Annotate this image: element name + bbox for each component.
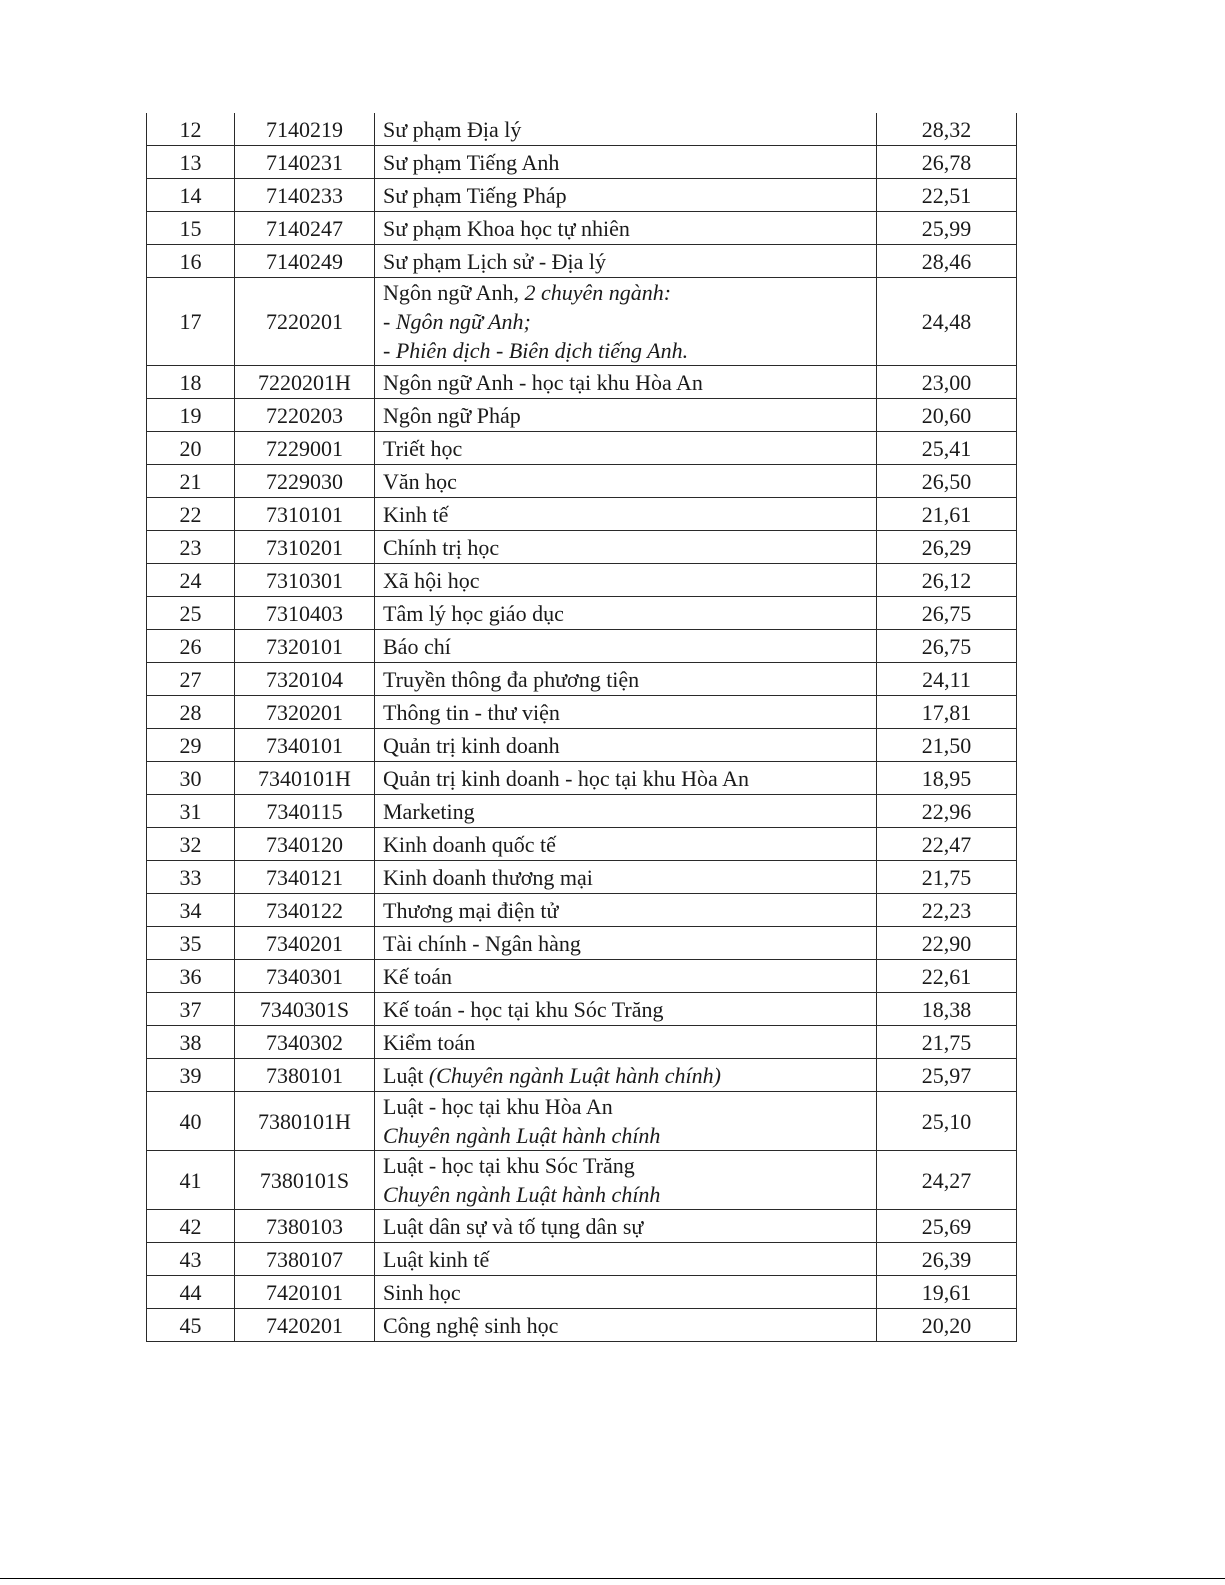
major-name	[375, 993, 877, 1026]
table-row	[147, 696, 1017, 729]
cutoff-score: 26,12	[877, 564, 1017, 597]
major-name-text: Kinh tế	[383, 501, 449, 527]
major-name	[375, 531, 877, 564]
major-name-text: Văn học	[383, 468, 457, 494]
cutoff-score: 25,69	[877, 1210, 1017, 1243]
major-name	[375, 1059, 877, 1092]
major-name-text: Báo chí	[383, 633, 451, 659]
table-row	[147, 597, 1017, 630]
major-name-text: Sư phạm Tiếng Anh	[383, 149, 560, 175]
row-number: 29	[147, 729, 235, 762]
major-name-text: Kinh doanh quốc tế	[383, 831, 556, 857]
row-number: 12	[147, 113, 235, 146]
major-name	[375, 828, 877, 861]
cutoff-score: 22,90	[877, 927, 1017, 960]
major-code: 7320101	[235, 630, 375, 663]
cutoff-score: 18,95	[877, 762, 1017, 795]
row-number: 31	[147, 795, 235, 828]
major-code: 7420101	[235, 1276, 375, 1309]
major-code: 7380103	[235, 1210, 375, 1243]
major-name	[375, 663, 877, 696]
cutoff-score: 21,61	[877, 498, 1017, 531]
major-code: 7380101S	[235, 1151, 375, 1210]
major-name	[375, 630, 877, 663]
table-row	[147, 993, 1017, 1026]
major-code: 7220201	[235, 278, 375, 366]
major-code: 7140219	[235, 113, 375, 146]
major-name-text: Kinh doanh thương mại	[383, 864, 593, 890]
major-name	[375, 861, 877, 894]
row-number: 30	[147, 762, 235, 795]
row-number: 27	[147, 663, 235, 696]
major-specialization: Chuyên ngành Luật hành chính	[383, 1123, 661, 1148]
major-name	[375, 696, 877, 729]
row-number: 19	[147, 399, 235, 432]
table-row	[147, 1309, 1017, 1342]
major-name-text: Ngôn ngữ Anh,	[383, 280, 519, 305]
major-name	[375, 960, 877, 993]
cutoff-score: 18,38	[877, 993, 1017, 1026]
major-name-text: Luật kinh tế	[383, 1246, 490, 1272]
row-number: 33	[147, 861, 235, 894]
table-row	[147, 861, 1017, 894]
major-name	[375, 113, 877, 146]
major-name-note: (Chuyên ngành Luật hành chính)	[423, 1062, 721, 1088]
major-code: 7340301	[235, 960, 375, 993]
row-number: 17	[147, 278, 235, 366]
cutoff-score: 22,23	[877, 894, 1017, 927]
major-name-note: 2 chuyên ngành:	[519, 280, 672, 305]
major-name-text: Kế toán	[383, 963, 453, 989]
major-name-text: Triết học	[383, 435, 463, 461]
major-code: 7340302	[235, 1026, 375, 1059]
major-name-text: Kế toán - học tại khu Sóc Trăng	[383, 996, 664, 1022]
major-name	[375, 1210, 877, 1243]
cutoff-score: 26,29	[877, 531, 1017, 564]
cutoff-score: 28,46	[877, 245, 1017, 278]
row-number: 36	[147, 960, 235, 993]
cutoff-score: 26,50	[877, 465, 1017, 498]
cutoff-score: 22,96	[877, 795, 1017, 828]
cutoff-score: 28,32	[877, 113, 1017, 146]
row-number: 16	[147, 245, 235, 278]
row-number: 40	[147, 1092, 235, 1151]
major-code: 7140231	[235, 146, 375, 179]
major-code: 7310201	[235, 531, 375, 564]
cutoff-score: 22,47	[877, 828, 1017, 861]
row-number: 44	[147, 1276, 235, 1309]
cutoff-score: 25,97	[877, 1059, 1017, 1092]
major-code: 7220203	[235, 399, 375, 432]
table-row	[147, 795, 1017, 828]
major-code: 7340121	[235, 861, 375, 894]
table-row	[147, 894, 1017, 927]
table-row	[147, 630, 1017, 663]
major-name-text: Ngôn ngữ Anh - học tại khu Hòa An	[383, 369, 703, 395]
table-body	[147, 113, 1017, 1342]
table-row	[147, 828, 1017, 861]
major-name-text: Thương mại điện tử	[383, 897, 559, 923]
major-name	[375, 432, 877, 465]
row-number: 26	[147, 630, 235, 663]
major-code: 7340122	[235, 894, 375, 927]
major-code: 7220201H	[235, 366, 375, 399]
major-name	[375, 146, 877, 179]
table-row	[147, 564, 1017, 597]
major-code: 7340201	[235, 927, 375, 960]
major-name	[375, 1026, 877, 1059]
table-row	[147, 212, 1017, 245]
table-row	[147, 498, 1017, 531]
major-code: 7340301S	[235, 993, 375, 1026]
major-name	[375, 795, 877, 828]
major-code: 7380101	[235, 1059, 375, 1092]
major-code: 7380107	[235, 1243, 375, 1276]
major-name	[375, 762, 877, 795]
major-name-text: Luật - học tại khu Hòa An	[383, 1094, 613, 1119]
row-number: 37	[147, 993, 235, 1026]
major-name	[375, 465, 877, 498]
cutoff-score: 23,00	[877, 366, 1017, 399]
page-bottom-rule	[0, 1578, 1225, 1579]
major-name-text: Quản trị kinh doanh	[383, 732, 560, 758]
row-number: 22	[147, 498, 235, 531]
cutoff-score: 26,75	[877, 630, 1017, 663]
table-row	[147, 113, 1017, 146]
major-name	[375, 399, 877, 432]
major-code: 7320104	[235, 663, 375, 696]
major-code: 7380101H	[235, 1092, 375, 1151]
major-name	[375, 1151, 877, 1210]
major-name	[375, 366, 877, 399]
major-name-text: Marketing	[383, 798, 475, 824]
row-number: 21	[147, 465, 235, 498]
major-name	[375, 179, 877, 212]
table-row	[147, 1026, 1017, 1059]
admission-score-table	[146, 113, 1017, 1342]
row-number: 43	[147, 1243, 235, 1276]
major-name-text: Kiểm toán	[383, 1029, 476, 1055]
table-row	[147, 399, 1017, 432]
major-name-text: Sư phạm Tiếng Pháp	[383, 182, 567, 208]
cutoff-score: 24,27	[877, 1151, 1017, 1210]
row-number: 38	[147, 1026, 235, 1059]
major-code: 7310101	[235, 498, 375, 531]
table-row	[147, 146, 1017, 179]
table-row	[147, 1276, 1017, 1309]
cutoff-score: 21,75	[877, 1026, 1017, 1059]
table-row	[147, 432, 1017, 465]
major-name-text: Quản trị kinh doanh - học tại khu Hòa An	[383, 765, 749, 791]
major-code: 7140247	[235, 212, 375, 245]
table-row	[147, 1210, 1017, 1243]
table-row	[147, 762, 1017, 795]
major-code: 7320201	[235, 696, 375, 729]
major-code: 7140249	[235, 245, 375, 278]
major-code: 7420201	[235, 1309, 375, 1342]
row-number: 24	[147, 564, 235, 597]
row-number: 35	[147, 927, 235, 960]
table-row	[147, 1243, 1017, 1276]
major-name	[375, 1092, 877, 1151]
major-code: 7340120	[235, 828, 375, 861]
major-name-text: Tâm lý học giáo dục	[383, 600, 564, 626]
row-number: 45	[147, 1309, 235, 1342]
table-row	[147, 278, 1017, 366]
table-row	[147, 1092, 1017, 1151]
cutoff-score: 26,39	[877, 1243, 1017, 1276]
major-name	[375, 729, 877, 762]
cutoff-score: 25,10	[877, 1092, 1017, 1151]
major-name-text: Ngôn ngữ Pháp	[383, 402, 521, 428]
major-name-text: Luật dân sự và tố tụng dân sự	[383, 1213, 644, 1239]
cutoff-score: 21,75	[877, 861, 1017, 894]
major-code: 7340101H	[235, 762, 375, 795]
cutoff-score: 20,60	[877, 399, 1017, 432]
row-number: 32	[147, 828, 235, 861]
major-code: 7140233	[235, 179, 375, 212]
major-name	[375, 1243, 877, 1276]
major-name	[375, 245, 877, 278]
major-name-text: Sư phạm Địa lý	[383, 116, 522, 142]
row-number: 42	[147, 1210, 235, 1243]
major-code: 7310301	[235, 564, 375, 597]
table-row	[147, 179, 1017, 212]
table-row	[147, 1151, 1017, 1210]
table-row	[147, 531, 1017, 564]
major-name	[375, 278, 877, 366]
cutoff-score: 26,78	[877, 146, 1017, 179]
table-row	[147, 1059, 1017, 1092]
row-number: 13	[147, 146, 235, 179]
row-number: 25	[147, 597, 235, 630]
major-specialization: - Ngôn ngữ Anh;	[383, 309, 531, 334]
major-name-text: Sinh học	[383, 1279, 461, 1305]
major-name-text: Công nghệ sinh học	[383, 1312, 559, 1338]
cutoff-score: 20,20	[877, 1309, 1017, 1342]
row-number: 34	[147, 894, 235, 927]
major-name-text: Sư phạm Lịch sử - Địa lý	[383, 248, 607, 274]
row-number: 15	[147, 212, 235, 245]
major-name	[375, 564, 877, 597]
row-number: 14	[147, 179, 235, 212]
row-number: 23	[147, 531, 235, 564]
major-name	[375, 498, 877, 531]
major-name	[375, 1309, 877, 1342]
major-name-text: Thông tin - thư viện	[383, 699, 560, 725]
row-number: 28	[147, 696, 235, 729]
table-row	[147, 729, 1017, 762]
major-code: 7229030	[235, 465, 375, 498]
major-name	[375, 212, 877, 245]
major-specialization: - Phiên dịch - Biên dịch tiếng Anh.	[383, 338, 689, 363]
major-name-text: Xã hội học	[383, 567, 480, 593]
cutoff-score: 26,75	[877, 597, 1017, 630]
row-number: 20	[147, 432, 235, 465]
major-specialization: Chuyên ngành Luật hành chính	[383, 1182, 661, 1207]
table-row	[147, 366, 1017, 399]
row-number: 18	[147, 366, 235, 399]
cutoff-score: 24,11	[877, 663, 1017, 696]
cutoff-score: 22,51	[877, 179, 1017, 212]
major-name	[375, 894, 877, 927]
major-name	[375, 1276, 877, 1309]
major-name-text: Tài chính - Ngân hàng	[383, 930, 581, 956]
cutoff-score: 21,50	[877, 729, 1017, 762]
table-row	[147, 245, 1017, 278]
cutoff-score: 22,61	[877, 960, 1017, 993]
table-row	[147, 960, 1017, 993]
major-name-text: Truyền thông đa phương tiện	[383, 666, 640, 692]
cutoff-score: 17,81	[877, 696, 1017, 729]
major-name-text: Luật	[383, 1062, 424, 1088]
major-code: 7310403	[235, 597, 375, 630]
row-number: 39	[147, 1059, 235, 1092]
table-row	[147, 663, 1017, 696]
major-code: 7340101	[235, 729, 375, 762]
major-name	[375, 927, 877, 960]
table-row	[147, 465, 1017, 498]
cutoff-score: 25,41	[877, 432, 1017, 465]
major-name-text: Luật - học tại khu Sóc Trăng	[383, 1153, 635, 1178]
major-code: 7229001	[235, 432, 375, 465]
cutoff-score: 25,99	[877, 212, 1017, 245]
major-name-text: Chính trị học	[383, 534, 500, 560]
row-number: 41	[147, 1151, 235, 1210]
major-name	[375, 597, 877, 630]
major-code: 7340115	[235, 795, 375, 828]
major-name-text: Sư phạm Khoa học tự nhiên	[383, 215, 630, 241]
table-row	[147, 927, 1017, 960]
cutoff-score: 19,61	[877, 1276, 1017, 1309]
cutoff-score: 24,48	[877, 278, 1017, 366]
